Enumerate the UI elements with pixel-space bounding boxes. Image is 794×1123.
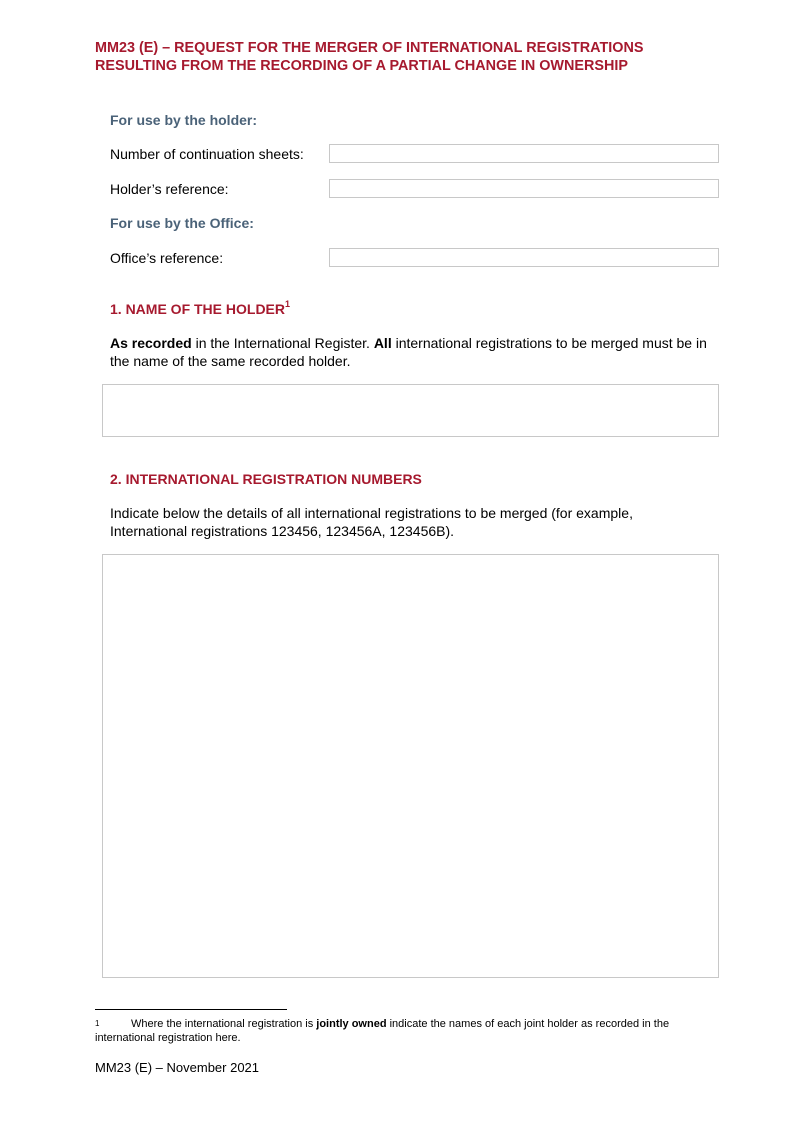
section-1-intro-text-1: in the International Register. bbox=[191, 335, 374, 351]
footnote-text-before: Where the international registration is bbox=[131, 1018, 317, 1030]
footnote-text-after: indicate the names of each joint holder as recorded in the international registration here. bbox=[95, 1018, 670, 1044]
form-title-line-2: RESULTING FROM THE RECORDING OF A PARTIAL CHANGE IN OWNERSHIP bbox=[95, 58, 628, 74]
office-reference-field[interactable] bbox=[329, 248, 719, 267]
footnote-1 bbox=[95, 1017, 710, 1045]
section-1-title-text: 1. NAME OF THE HOLDER bbox=[110, 301, 286, 317]
office-use-heading: For use by the Office: bbox=[110, 215, 254, 231]
all-bold: All bbox=[373, 335, 392, 351]
page-footer: MM23 (E) – November 2021 bbox=[95, 1060, 260, 1075]
footnote-separator bbox=[95, 1009, 287, 1010]
holder-name-field[interactable] bbox=[102, 384, 719, 437]
form-title bbox=[95, 39, 735, 75]
continuation-sheets-field[interactable] bbox=[329, 144, 719, 163]
as-recorded-bold: As recorded bbox=[110, 335, 192, 351]
jointly-owned-bold: jointly owned bbox=[316, 1018, 387, 1030]
holder-reference-label: Holder’s reference: bbox=[110, 181, 229, 197]
section-2-intro: Indicate below the details of all international registrations to be merged (for example, International registrations 123456, 123456A, 123456B). bbox=[110, 505, 633, 539]
registration-numbers-field[interactable] bbox=[102, 554, 719, 978]
holder-reference-field[interactable] bbox=[329, 179, 719, 198]
section-1-title bbox=[110, 301, 290, 317]
continuation-sheets-label: Number of continuation sheets: bbox=[110, 146, 304, 162]
footnote-ref-1[interactable]: 1 bbox=[285, 299, 291, 309]
section-1-intro-text-2: international registrations to be merged must be in the name of the same recorded holder. bbox=[110, 335, 707, 369]
holder-use-heading: For use by the holder: bbox=[110, 112, 258, 128]
footnote-mark: 1 bbox=[95, 1019, 100, 1028]
section-1-intro bbox=[110, 334, 720, 370]
form-title-line-1: MM23 (E) – REQUEST FOR THE MERGER OF INTERNATIONAL REGISTRATIONS bbox=[95, 40, 644, 56]
office-reference-label: Office’s reference: bbox=[110, 250, 224, 266]
section-2-title: 2. INTERNATIONAL REGISTRATION NUMBERS bbox=[110, 471, 422, 487]
